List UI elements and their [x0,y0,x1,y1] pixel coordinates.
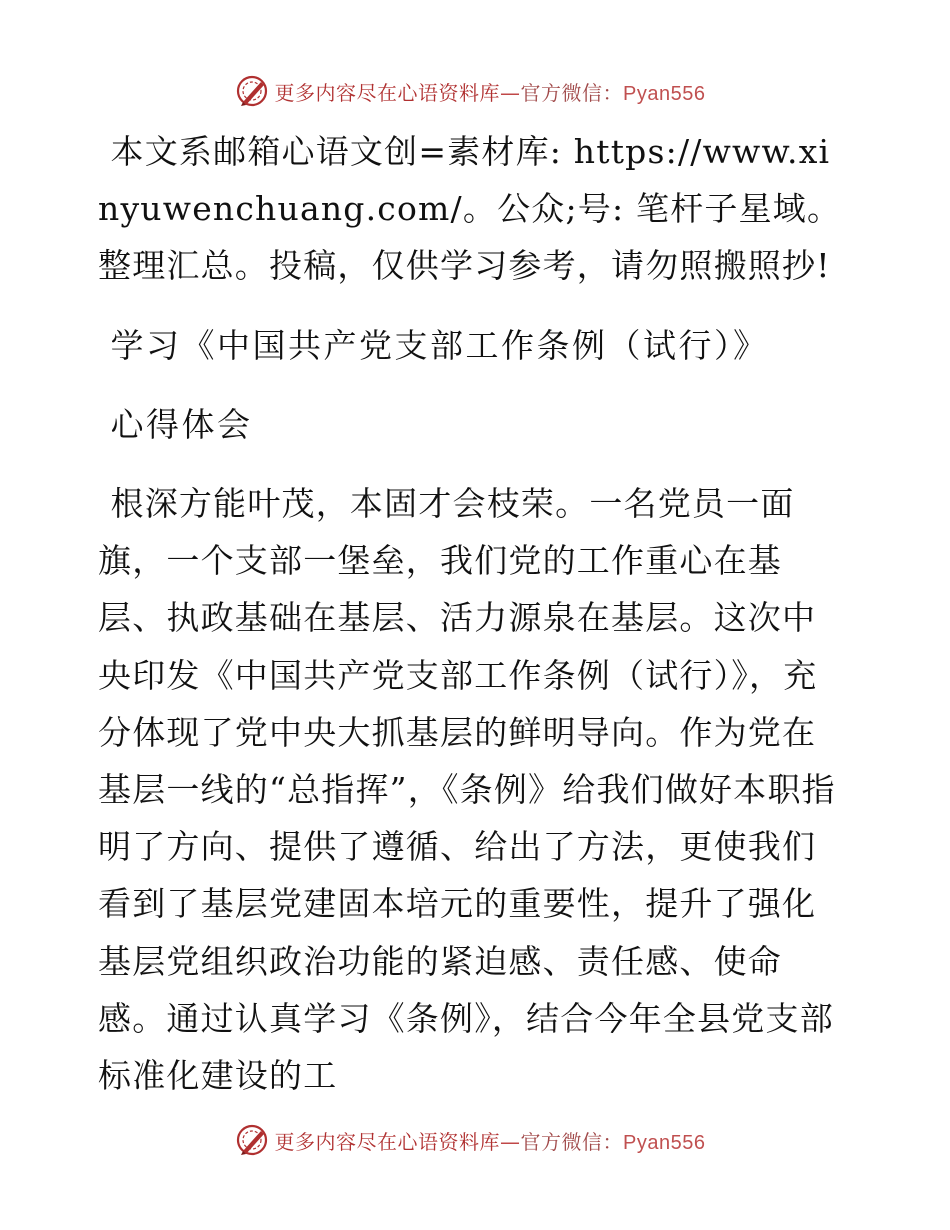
banner-account: Pyan556 [623,1131,706,1154]
pen-logo-icon [235,74,269,108]
banner-text-footer [275,1126,706,1155]
banner-inner [235,74,706,108]
banner-channel: 官方微信： [520,80,624,105]
intro-paragraph: 本文系邮箱心语文创=素材库: https://www.xinyuwenchuang.com/。公众;号: 笔杆子星域。整理汇总。投稿，仅供学习参考，请勿照搬照抄! [98,132,842,286]
document-subtitle: 心得体会 [110,404,253,444]
banner-separator: — [500,80,521,105]
pen-logo-icon [235,1123,269,1157]
banner-inner-footer [235,1123,706,1157]
document-body [98,123,850,1104]
banner-account: Pyan556 [623,82,706,105]
banner-brand: 更多内容尽在心语资料库 [274,1129,501,1154]
banner-text [275,77,706,106]
banner-separator: — [500,1129,521,1154]
footer-banner [0,1118,950,1162]
header-banner [0,69,950,113]
banner-brand: 更多内容尽在心语资料库 [274,80,501,105]
banner-channel: 官方微信： [520,1129,624,1154]
document-title: 学习《中国共产党支部工作条例（试行）》 [110,325,769,365]
body-paragraph: 根深方能叶茂，本固才会枝荣。一名党员一面旗，一个支部一堡垒，我们党的工作重心在基层、执政基础在基层、活力源泉在基层。这次中央印发《中国共产党支部工作条例（试行）》，充分体现了党中央大抓基层的鲜明导向。作为党在基层一线的“总指挥”，《条例》给我们做好本职指明了方向、提供了遵循、给出了方法，更使我们看到了基层党建固本培元的重要性，提升了强化基层党组织政治功能的紧迫感、责任感、使命感。通过认真学习《条例》，结合今年全县党支部标准化建设的工 [98,484,836,1096]
